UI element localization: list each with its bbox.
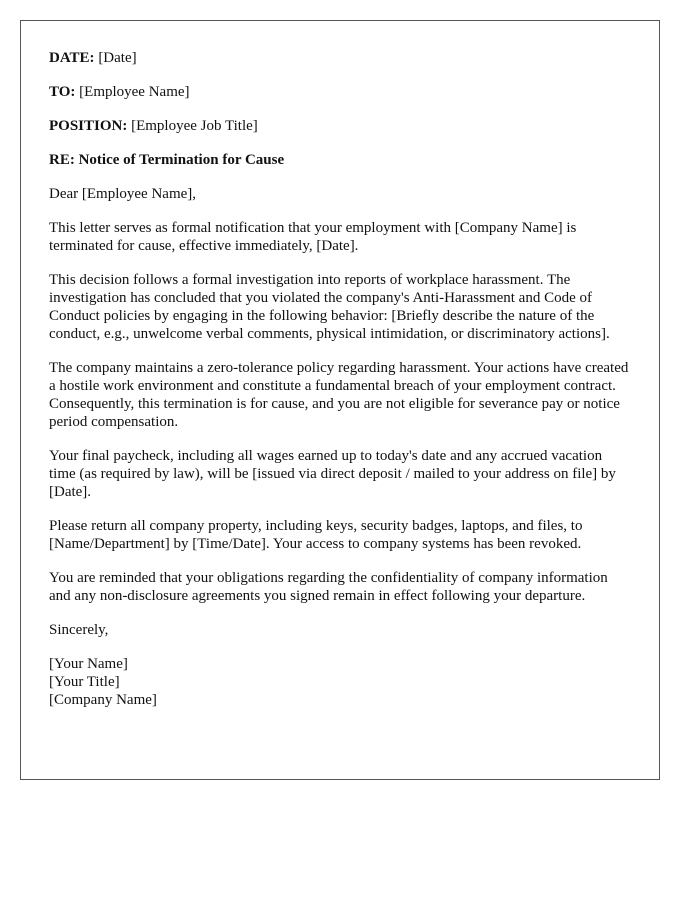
position-label: POSITION: [49, 118, 128, 134]
to-value: [Employee Name] [79, 84, 190, 100]
to-label: TO: [49, 84, 76, 100]
subject-line: RE: Notice of Termination for Cause [49, 152, 285, 168]
date-label: DATE: [49, 50, 95, 66]
paragraph-policy: The company maintains a zero-tolerance policy regarding harassment. Your actions have created a hostile work environment and constitute a fundamental breach of your employment contract. Consequently, this termination is for cause, and you are not eligible for severance pay or notice period compensation. [49, 360, 629, 430]
paragraph-return-property: Please return all company property, including keys, security badges, laptops, and files, to [Name/Department] by [Time/Date]. Your access to company systems has been revoked. [49, 518, 583, 552]
closing: Sincerely, [49, 622, 109, 638]
to-line [49, 83, 631, 101]
position-line [49, 117, 631, 135]
paragraph-investigation: This decision follows a formal investigation into reports of workplace harassment. The investigation has concluded that you violated the company's Anti-Harassment and Code of Conduct policies by engaging in the following behavior: [Briefly describe the nature of the conduct, e.g., unwelcome verbal comments, physical intimidation, or discriminatory actions]. [49, 272, 610, 342]
signature-block [49, 655, 631, 709]
salutation: Dear [Employee Name], [49, 186, 197, 202]
termination-letter [20, 20, 660, 780]
paragraph-confidentiality: You are reminded that your obligations regarding the confidentiality of company information and any non-disclosure agreements you signed remain in effect following your departure. [49, 570, 608, 604]
signer-title: [Your Title] [49, 674, 120, 690]
date-value: [Date] [98, 50, 137, 66]
signer-company: [Company Name] [49, 692, 157, 708]
paragraph-notification: This letter serves as formal notification that your employment with [Company Name] is terminated for cause, effective immediately, [Date]. [49, 220, 577, 254]
date-line [49, 49, 631, 67]
position-value: [Employee Job Title] [131, 118, 258, 134]
paragraph-final-paycheck: Your final paycheck, including all wages earned up to today's date and any accrued vacation time (as required by law), will be [issued via direct deposit / mailed to your address on file] by [Date]. [49, 448, 616, 500]
signer-name: [Your Name] [49, 656, 128, 672]
